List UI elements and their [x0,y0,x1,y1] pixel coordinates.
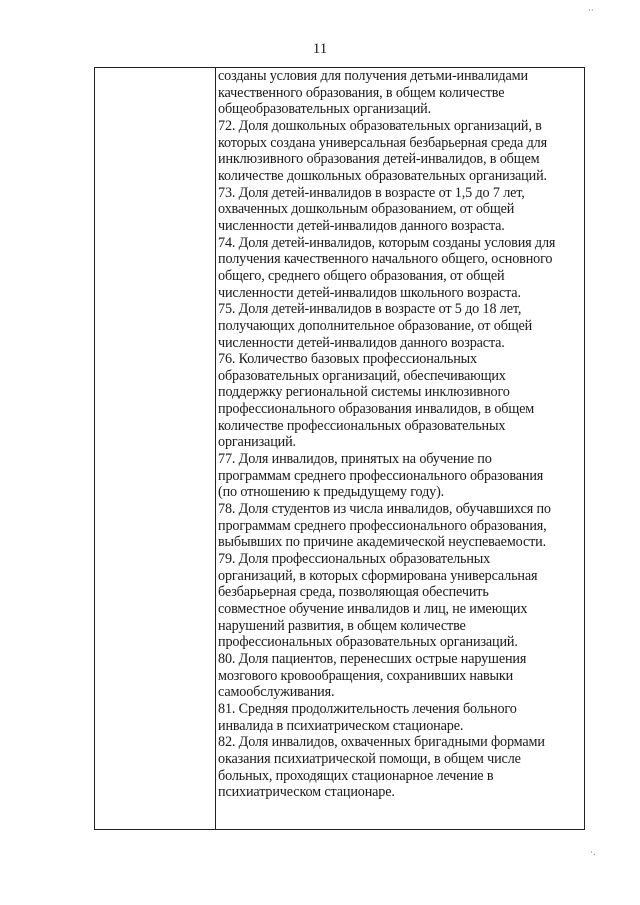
text-line: которых создана универсальная безбарьерная среда для [218,134,547,151]
text-line: нарушений развития, в общем количестве [218,617,466,634]
text-line: (по отношению к предыдущему году). [218,484,445,501]
text-line: численности детей-инвалидов данного возраста. [218,334,505,351]
text-line: 78. Доля студентов из числа инвалидов, обучавшихся по [218,501,551,518]
text-line: 81. Средняя продолжительность лечения больного [218,700,517,717]
text-line: получения качественного начального общего, основного [218,251,553,268]
text-line: безбарьерная среда, позволяющая обеспечить [218,584,489,601]
text-line: созданы условия для получения детьми-инвалидами [218,68,528,84]
text-line: общего, среднего общего образования, от общей [218,267,505,284]
text-line: выбывших по причине академической неуспеваемости. [218,534,546,551]
text-line: общеобразовательных организаций. [218,101,432,118]
text-line: инклюзивного образования детей-инвалидов, в общем [218,151,540,168]
text-line: профессионального образования инвалидов, в общем [218,401,535,418]
scan-mark: ·. [590,848,596,858]
text-line: инвалида в психиатрическом стационаре. [218,717,464,734]
column-divider [215,68,216,829]
text-line: получающих дополнительное образование, от общей [218,317,533,334]
text-line: 77. Доля инвалидов, принятых на обучение по [218,451,492,468]
text-line: самообслуживания. [218,684,335,701]
text-line: мозгового кровообращения, сохранивших навыки [218,667,514,684]
scan-mark: ·· [588,6,594,16]
text-line: организаций, в которых сформирована универсальная [218,567,538,584]
text-line: профессиональных образовательных организаций. [218,634,518,651]
text-line: 82. Доля инвалидов, охваченных бригадными формами [218,734,545,751]
page-number: 11 [312,41,328,57]
text-line: 75. Доля детей-инвалидов в возрасте от 5 до 18 лет, [218,301,522,318]
right-column-text [218,68,584,801]
text-line: совместное обучение инвалидов и лиц, не имеющих [218,601,528,617]
text-line: организаций. [218,434,296,451]
text-line: охваченных дошкольным образованием, от общей [218,201,515,218]
text-line: образовательных организаций, обеспечивающих [218,367,506,384]
text-line: качественного образования, в общем количестве [218,84,505,101]
text-line: оказания психиатрической помощи, в общем числе [218,750,521,767]
text-line: количестве профессиональных образовательных [218,417,506,434]
text-line: поддержку региональной системы инклюзивного [218,384,510,401]
text-line: численности детей-инвалидов данного возраста. [218,217,505,234]
text-line: программам среднего профессионального образования, [218,517,547,534]
text-line: 79. Доля профессиональных образовательных [218,551,491,568]
text-line: 74. Доля детей-инвалидов, которым созданы условия для [218,234,556,251]
text-line: 72. Доля дошкольных образовательных организаций, в [218,117,542,134]
text-line: больных, проходящих стационарное лечение в [218,767,494,784]
text-line: количестве дошкольных образовательных организаций. [218,167,547,184]
text-line: 80. Доля пациентов, перенесших острые нарушения [218,650,527,667]
text-line: 73. Доля детей-инвалидов в возрасте от 1,5 до 7 лет, [218,184,525,201]
text-line: численности детей-инвалидов школьного возраста. [218,284,521,301]
text-line: 76. Количество базовых профессиональных [218,351,477,368]
text-line: программам среднего профессионального образования [218,467,544,484]
text-line: психиатрическом стационаре. [218,784,395,801]
